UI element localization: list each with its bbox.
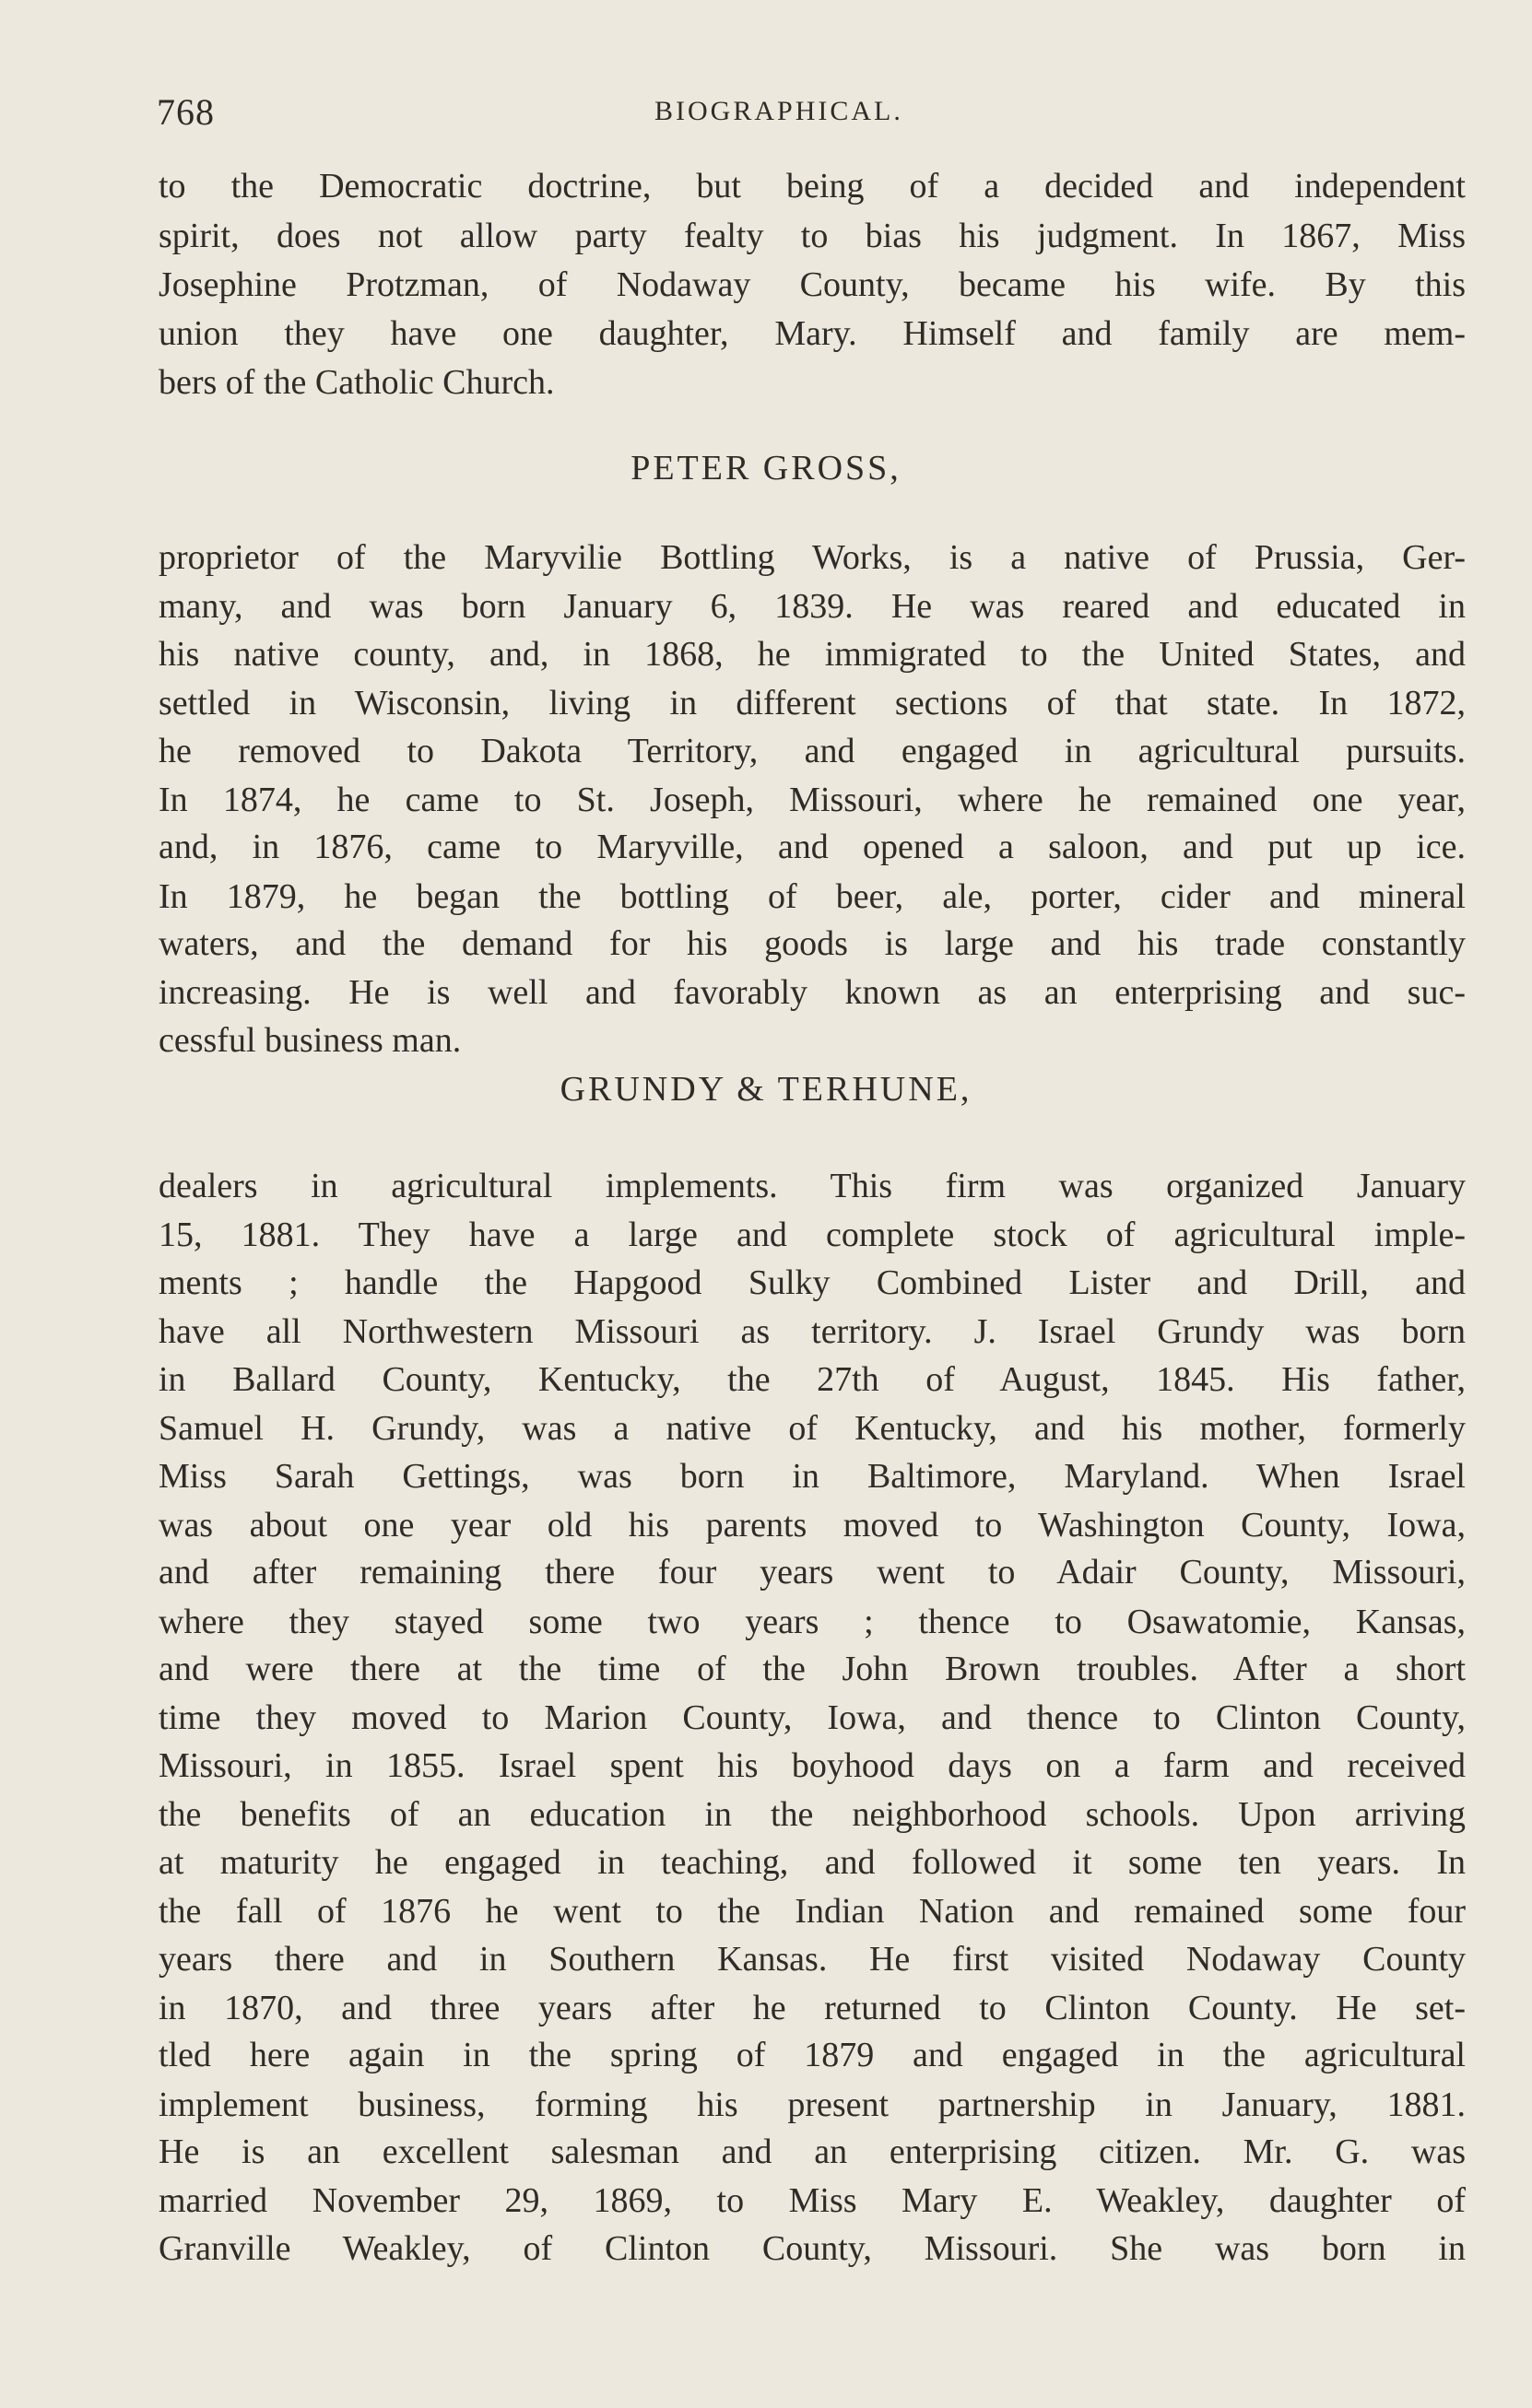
- grundy-line: married November 29, 1869, to Miss Mary E. Weakley, daughter of: [159, 2181, 1466, 2220]
- grundy-line: Miss Sarah Gettings, was born in Baltimore, Maryland. When Israel: [159, 1457, 1466, 1496]
- gross-line: his native county, and, in 1868, he immigrated to the United States, and: [159, 635, 1466, 674]
- grundy-line: time they moved to Marion County, Iowa, and thence to Clinton County,: [159, 1698, 1466, 1737]
- grundy-line: ments ; handle the Hapgood Sulky Combined Lister and Drill, and: [159, 1263, 1466, 1302]
- grundy-line: and after remaining there four years went to Adair County, Missouri,: [159, 1553, 1466, 1592]
- grundy-line: Missouri, in 1855. Israel spent his boyhood days on a farm and received: [159, 1746, 1466, 1785]
- gross-line: In 1874, he came to St. Joseph, Missouri, where he remained one year,: [159, 781, 1466, 819]
- intro-line: Josephine Protzman, of Nodaway County, became his wife. By this: [159, 265, 1466, 304]
- grundy-line: dealers in agricultural implements. This firm was organized January: [159, 1167, 1466, 1205]
- gross-line: he removed to Dakota Territory, and engaged in agricultural pursuits.: [159, 732, 1466, 770]
- grundy-line: where they stayed some two years ; thence to Osawatomie, Kansas,: [159, 1603, 1466, 1641]
- grundy-line: the fall of 1876 he went to the Indian Nation and remained some four: [159, 1892, 1466, 1931]
- grundy-line: years there and in Southern Kansas. He first visited Nodaway County: [159, 1940, 1466, 1979]
- gross-line: settled in Wisconsin, living in different sections of that state. In 1872,: [159, 684, 1466, 722]
- gross-line: many, and was born January 6, 1839. He was reared and educated in: [159, 587, 1466, 626]
- grundy-line: in Ballard County, Kentucky, the 27th of August, 1845. His father,: [159, 1360, 1466, 1399]
- gross-line: increasing. He is well and favorably known as an enterprising and suc-: [159, 973, 1466, 1012]
- intro-line: union they have one daughter, Mary. Himself and family are mem-: [159, 314, 1466, 353]
- running-title: BIOGRAPHICAL.: [654, 96, 903, 126]
- gross-line: waters, and the demand for his goods is large and his trade constantly: [159, 924, 1466, 963]
- grundy-line: He is an excellent salesman and an enterprising citizen. Mr. G. was: [159, 2132, 1466, 2171]
- intro-line: spirit, does not allow party fealty to bias his judgment. In 1867, Miss: [159, 217, 1466, 255]
- grundy-line: implement business, forming his present partnership in January, 1881.: [159, 2085, 1466, 2124]
- intro-line: bers of the Catholic Church.: [159, 363, 555, 402]
- grundy-line: in 1870, and three years after he returned to Clinton County. He set-: [159, 1989, 1466, 2027]
- running-head: [157, 90, 1466, 136]
- grundy-line: tled here again in the spring of 1879 and engaged in the agricultural: [159, 2036, 1466, 2074]
- grundy-line: and were there at the time of the John Brown troubles. After a short: [159, 1650, 1466, 1688]
- intro-line: to the Democratic doctrine, but being of a decided and independent: [159, 167, 1466, 206]
- gross-line: and, in 1876, came to Maryville, and opened a saloon, and put up ice.: [159, 828, 1466, 866]
- section-heading-peter-gross: PETER GROSS,: [630, 449, 902, 487]
- gross-line: cessful business man.: [159, 1021, 462, 1060]
- grundy-line: was about one year old his parents moved to Washington County, Iowa,: [159, 1506, 1466, 1545]
- grundy-line: Samuel H. Grundy, was a native of Kentucky, and his mother, formerly: [159, 1409, 1466, 1448]
- grundy-line: at maturity he engaged in teaching, and followed it some ten years. In: [159, 1843, 1466, 1882]
- page-number: 768: [157, 91, 215, 133]
- gross-line: proprietor of the Maryvilie Bottling Works, is a native of Prussia, Ger-: [159, 538, 1466, 577]
- section-heading-grundy-terhune: GRUNDY & TERHUNE,: [560, 1070, 972, 1109]
- grundy-line: the benefits of an education in the neighborhood schools. Upon arriving: [159, 1795, 1466, 1834]
- grundy-line: have all Northwestern Missouri as territory. J. Israel Grundy was born: [159, 1312, 1466, 1351]
- gross-line: In 1879, he began the bottling of beer, ale, porter, cider and mineral: [159, 877, 1466, 916]
- grundy-line: Granville Weakley, of Clinton County, Missouri. She was born in: [159, 2229, 1466, 2268]
- grundy-line: 15, 1881. They have a large and complete stock of agricultural imple-: [159, 1216, 1466, 1254]
